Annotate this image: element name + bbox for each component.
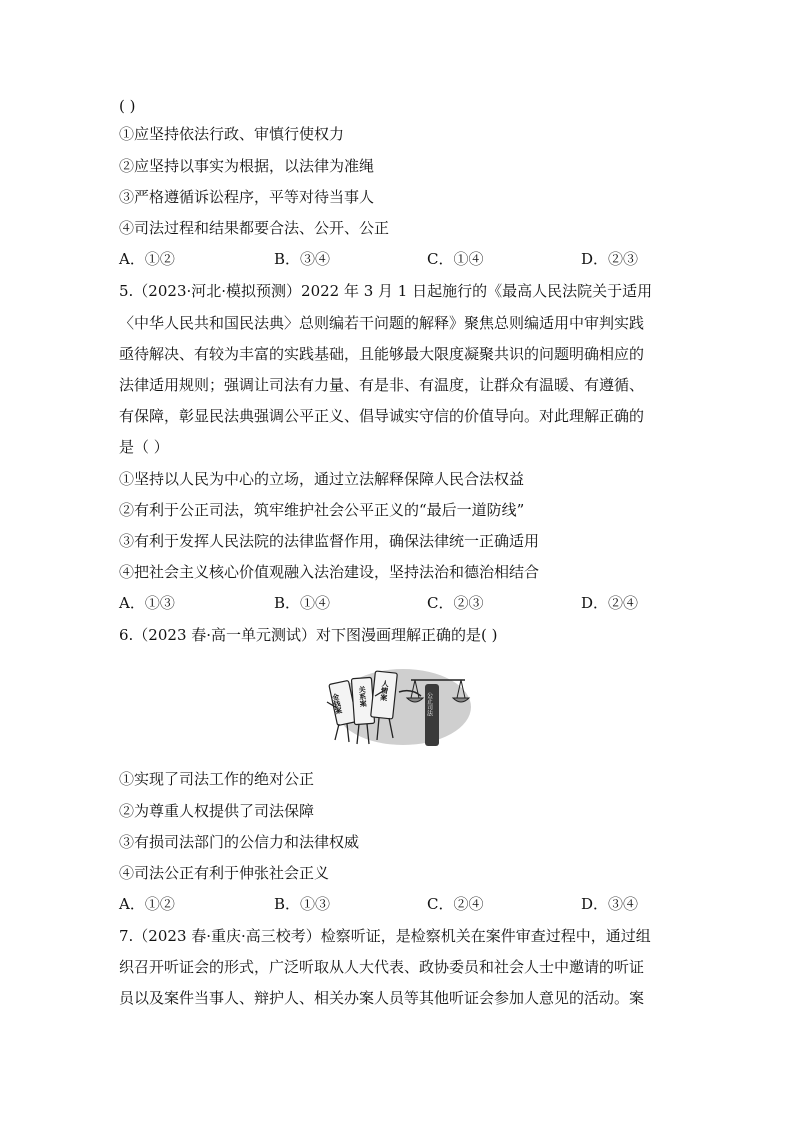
q5-stem-line-1: 5.（2023·河北·模拟预测）2022 年 3 月 1 日起施行的《最高人民法院关于适用: [119, 282, 653, 300]
sign-money-case: 金钱案: [330, 692, 344, 715]
q5-stem-line-5: 有保障，彰显民法典强调公平正义、倡导诚实守信的价值导向。对此理解正确的: [119, 407, 645, 425]
q4-option-c: C．①④: [427, 250, 484, 268]
sign-favor-case: 人情案: [379, 679, 390, 702]
q6-item-4: ④司法公正有利于伸张社会正义: [119, 864, 330, 882]
q4-item-2: ②应坚持以事实为根据，以法律为准绳: [119, 157, 375, 175]
q5-option-a: A．①③: [119, 594, 175, 612]
q5-item-1: ①坚持以人民为中心的立场，通过立法解释保障人民合法权益: [119, 470, 525, 488]
q4-item-3: ③严格遵循诉讼程序，平等对待当事人: [119, 188, 375, 206]
q4-bracket: ( ): [119, 97, 136, 115]
q5-item-4: ④把社会主义核心价值观融入法治建设，坚持法治和德治相结合: [119, 563, 540, 581]
q4-option-a: A．①②: [119, 250, 175, 268]
q4-item-4: ④司法过程和结果都要合法、公开、公正: [119, 219, 390, 237]
q7-stem-line-1: 7.（2023 春·重庆·高三校考）检察听证，是检察机关在案件审查过程中，通过组: [119, 927, 651, 945]
q5-option-c: C．②③: [427, 594, 484, 612]
q5-stem-line-4: 法律适用规则；强调让司法有力量、有是非、有温度，让群众有温暖、有遵循、: [119, 376, 645, 394]
q5-option-d: D．②④: [581, 594, 639, 612]
justice-cartoon: [315, 662, 475, 752]
pillar-label: 公正司法: [425, 692, 433, 716]
q5-option-b: B．①④: [274, 594, 331, 612]
q7-stem-line-3: 员以及案件当事人、辩护人、相关办案人员等其他听证会参加人意见的活动。案: [119, 989, 645, 1007]
q5-stem-line-3: 亟待解决、有较为丰富的实践基础，且能够最大限度凝聚共识的问题明确相应的: [119, 345, 645, 363]
q6-item-1: ①实现了司法工作的绝对公正: [119, 770, 315, 788]
sign-relation-case: 关系案: [357, 685, 368, 708]
q6-item-2: ②为尊重人权提供了司法保障: [119, 802, 315, 820]
q5-item-3: ③有利于发挥人民法院的法律监督作用，确保法律统一正确适用: [119, 532, 540, 550]
q4-option-d: D．②③: [581, 250, 639, 268]
q4-item-1: ①应坚持依法行政、审慎行使权力: [119, 125, 345, 143]
q7-stem-line-2: 织召开听证会的形式，广泛听取从人大代表、政协委员和社会人士中邀请的听证: [119, 958, 645, 976]
q6-option-a: A．①②: [119, 895, 175, 913]
q5-stem-line-6: 是（ ）: [119, 438, 169, 456]
q4-option-b: B．③④: [274, 250, 331, 268]
q6-item-3: ③有损司法部门的公信力和法律权威: [119, 833, 360, 851]
q6-option-d: D．③④: [581, 895, 639, 913]
q6-option-c: C．②④: [427, 895, 484, 913]
q5-stem-line-2: 〈中华人民共和国民法典〉总则编若干问题的解释》聚焦总则编适用中审判实践: [119, 314, 645, 332]
q6-stem: 6.（2023 春·高一单元测试）对下图漫画理解正确的是( ): [119, 626, 498, 644]
q6-option-b: B．①③: [274, 895, 331, 913]
q5-item-2: ②有利于公正司法，筑牢维护社会公平正义的“最后一道防线”: [119, 501, 525, 519]
